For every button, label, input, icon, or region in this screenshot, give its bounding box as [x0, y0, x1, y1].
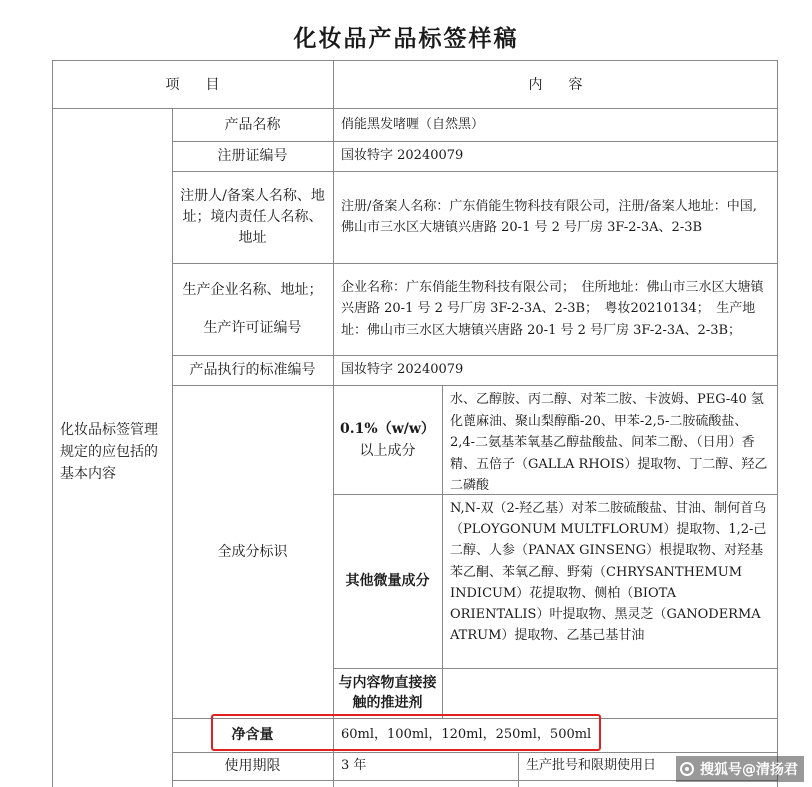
label-major-line1: 0.1%（w/w） [340, 420, 435, 437]
value-producer: 企业名称：广东俏能生物科技有限公司； 住所地址：佛山市三水区大塘镇兴唐路 20-1 号 2 号厂房 3F-2-3A、2-3B； 粤妆20210134； 生产地址：佛山市三水区大塘镇兴唐路 20-1 号 2 号厂房 3F-2-3A、2-3B； [341, 279, 764, 338]
section-label: 化妆品标签管理规定的应包括的基本内容 [60, 421, 158, 482]
value-period-extra: 生产批号和限期使用日 [526, 758, 657, 774]
label-producer-line1: 生产企业名称、地址； [182, 282, 323, 298]
label-producer-line2: 生产许可证编号 [203, 320, 302, 336]
label-net-content: 净含量 [231, 727, 274, 743]
label-period: 使用期限 [224, 758, 281, 774]
watermark-icon [680, 762, 694, 776]
value-reg-no: 国妆特字 20240079 [341, 148, 464, 164]
highlight-box [211, 714, 601, 751]
header-content [333, 60, 778, 108]
page-title: 化妆品产品标签样稿 [293, 25, 519, 52]
label-minor-ingredients: 其他微量成分 [345, 573, 430, 589]
value-period: 3 年 [341, 758, 367, 774]
value-net-content: 60ml，100ml，120ml，250ml，500ml [341, 727, 592, 743]
value-minor-ingredients: N,N-双（2-羟乙基）对苯二胺硫酸盐、甘油、制何首乌（PLOYGONUM MULTFLORUM）提取物、1,2-己二醇、人参（PANAX GINSENG）根提取物、对羟基苯乙酮、苯氧乙醇、野菊（CHRYSANTHEMUM INDICUM）花提取物、侧柏（BIOTA ORIENTALIS）叶提取物、黑灵芝（GANODERMA ATRUM）提取物、乙基己基甘油 [450, 501, 767, 644]
value-propellant [442, 668, 778, 718]
header-item-label: 项目 [165, 77, 246, 93]
table-border-left [52, 60, 53, 787]
label-producer [172, 263, 333, 355]
header-content-label: 内容 [528, 77, 609, 93]
label-product-name: 产品名称 [224, 116, 281, 133]
value-standard: 国妆特字 20240079 [341, 362, 464, 378]
label-standard: 产品执行的标准编号 [189, 362, 316, 378]
label-registrant: 注册人/备案人名称、地址；境内责任人名称、地址 [180, 187, 325, 246]
watermark [676, 756, 804, 782]
value-product-name: 俏能黑发啫喱（自然黑） [341, 116, 485, 132]
label-major-line2: 以上成分 [359, 442, 416, 459]
label-ingredients: 全成分标识 [217, 543, 288, 560]
watermark-text: 搜狐号@清扬君 [700, 762, 798, 778]
value-major-ingredients: 水、乙醇胺、丙二醇、对苯二胺、卡波姆、PEG-40 氢化蓖麻油、聚山梨醇酯-20、甲苯-2,5-二胺硫酸盐、2,4-二氨基苯氧基乙醇盐酸盐、间苯二酚、（日用）香精、五倍子（GALLA RHOIS）提取物、丁二醇、羟乙二磷酸 [450, 392, 768, 493]
label-reg-no: 注册证编号 [217, 148, 288, 164]
label-major-ingredients [333, 385, 442, 494]
label-propellant: 与内容物直接接触的推进剂 [338, 675, 437, 711]
header-item [52, 60, 333, 108]
value-registrant: 注册/备案人名称：广东俏能生物科技有限公司，注册/备案人地址：中国,佛山市三水区大塘镇兴唐路 20-1 号 2 号厂房 3F-2-3A、2-3B [341, 198, 757, 235]
